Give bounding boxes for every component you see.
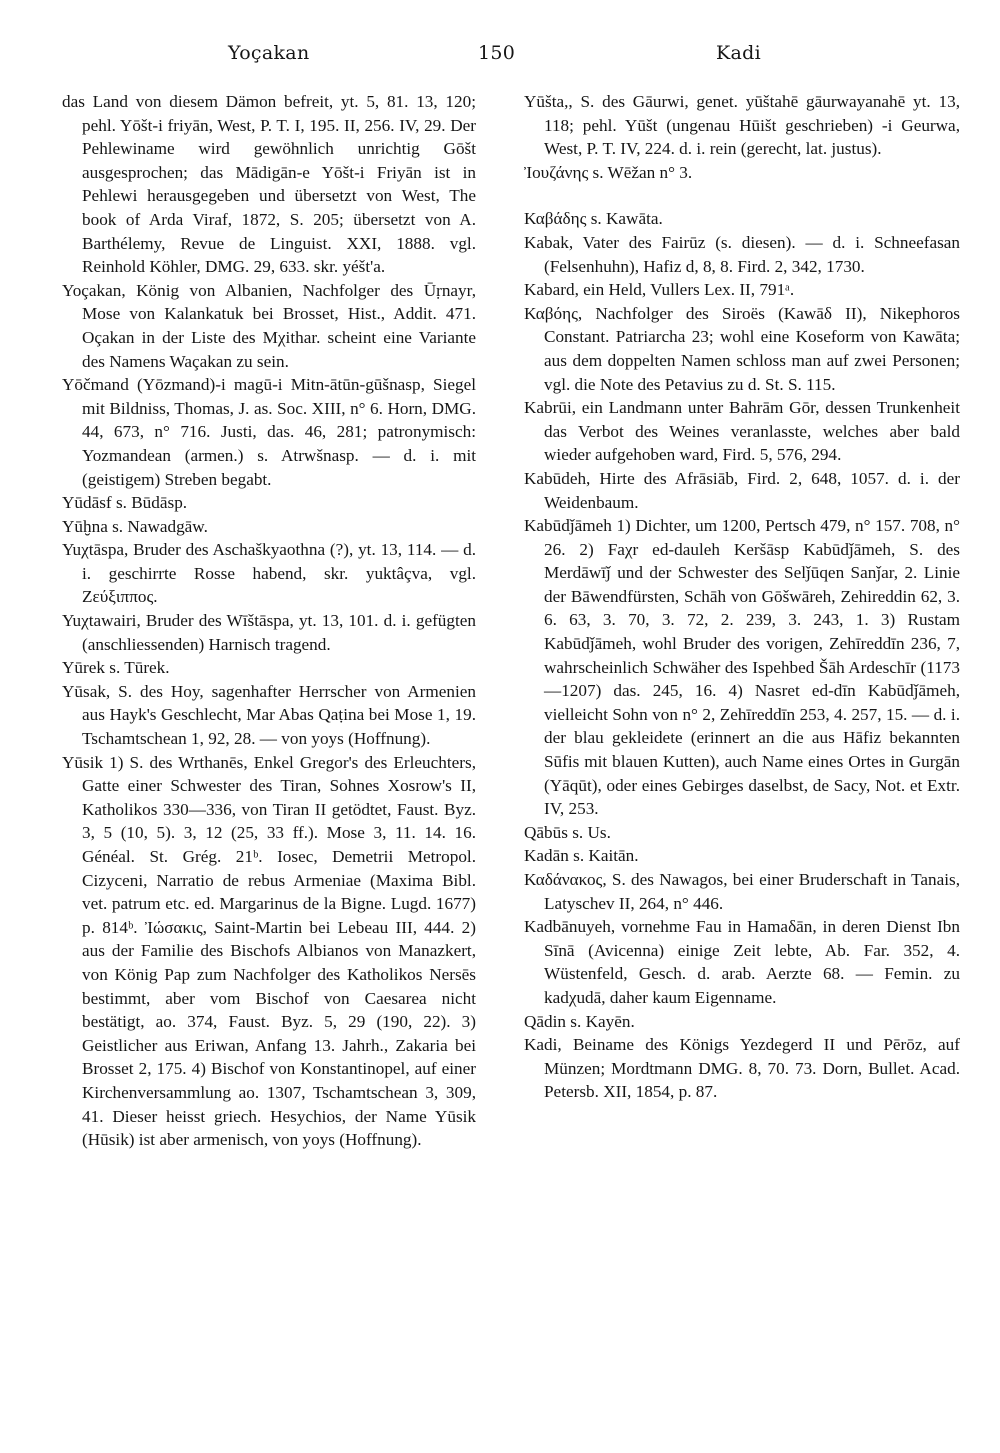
entry-yuxtawairi: Yuχtawairi, Bruder des Wīštāspa, yt. 13, 101. d. i. gefügten (anschliessenden) Harnisch tragend. bbox=[62, 611, 476, 654]
entry-continuation: das Land von diesem Dämon befreit, yt. 5, 81. 13, 120; pehl. Yōšt-i friyān, West, P. T. I, 195. II, 256. IV, 29. Der Pehlewiname wird gewöhnlich unrichtig Gōšt ausgesprochen; das Mādigān-e Yōšt-i Friyān ist in Pehlewi herausgegeben und übersetzt von West, The book of Arda Viraf, 1872, S. 205; übersetzt von A. Barthélemy, Revue de Linguist. XXI, 1888. vgl. Reinhold Köhler, DMG. 29, 633. skr. yéšt'a. bbox=[62, 92, 476, 277]
entry-yusak: Yūsak, S. des Hoy, sagenhafter Herrscher von Armenien aus Hayk's Geschlecht, Mar Abas Qaṭina bei Mose 1, 19. Tschamtschean 1, 92, 28. — von yoys (Hoffnung). bbox=[62, 681, 476, 749]
entry-kabades: Καβάδης s. Kawāta. bbox=[524, 209, 663, 229]
entry-qadin: Qādin s. Kayēn. bbox=[524, 1011, 635, 1031]
entry-kabard: Kabard, ein Held, Vullers Lex. II, 791ᵃ. bbox=[524, 280, 795, 300]
entry-iouzanes: Ἰουζάνης s. Wēžan n° 3. bbox=[524, 162, 693, 182]
left-column bbox=[62, 90, 476, 1152]
entry-kabudjameh: Kabūdǰāmeh 1) Dichter, um 1200, Pertsch 479, n° 157. 708, n° 26. 2) Faχr ed-dauleh Keršāsp Kabūdǰāmeh, S. des Merdāwīǰ und der Schwester des Selǰūqen Sanǰar, 2. Linie der Bāwendfürsten, Schāh von Gōšwāreh, Zehireddin 62, 3. 6. 63, 3. 70, 3. 72, 2. 239, 3. 243, 1. 3) Rustam Kabūdǰāmeh, wohl Bruder des vorigen, Zehīreddīn 236, 7, wahrscheinlich Schwäher des Ispehbed Šāh Ardeschīr (1173—1207) das. 245, 16. 4) Nasret ed-dīn Kabūdǰāmeh, vielleicht Sohn von n° 2, Zehīreddīn 253, 4. 257, 15. — d. i. der blau gekleidete (erinnert an die aus Hāfiz bekannten Sūfis mit blauen Kutten), auch Name eines Ortes in Gurgān (Yāqūt), oder eines Gebirges daselbst, de Sacy, Not. et Extr. IV, 253. bbox=[524, 516, 960, 819]
entry-kabak: Kabak, Vater des Fairūz (s. diesen). — d. i. Schneefasan (Felsenhuhn), Hafiz d, 8, 8. Fird. 2, 342, 1730. bbox=[524, 232, 960, 276]
entry-yusta: Yūšta,, S. des Gāurwi, genet. yūštahē gāurwayanahē yt. 13, 118; pehl. Yūšt (ungenau Hūišt geschrieben) -i Geurwa, West, P. T. IV, 224. d. i. rein (gerecht, lat. justus). bbox=[524, 92, 960, 159]
entry-yuhna: Yūḫna s. Nawadgāw. bbox=[62, 516, 208, 536]
page-number: 150 bbox=[478, 42, 516, 64]
entry-yocmand: Yōčmand (Yōzmand)-i magū-i Mitn-ātūn-gūšnasp, Siegel mit Bildniss, Thomas, J. as. Soc. XIII, n° 6. Horn, DMG. 44, 673, n° 716. Justi, das. 46, 281; patronymisch: Yozmandean (armen.) s. Atrwšnasp. — d. i. mit (geistigem) Streben begabt. bbox=[62, 375, 476, 489]
entry-yurek: Yūrek s. Tūrek. bbox=[62, 658, 170, 678]
entry-kadanakos: Καδάνακος, S. des Nawagos, bei einer Bruderschaft in Tanais, Latyschev II, 264, n° 446. bbox=[524, 870, 960, 913]
entry-yusik: Yūsik 1) S. des Wrthanēs, Enkel Gregor's des Erleuchters, Gatte einer Schwester des Tiran, Sohnes Xosrow's II, Katholikos 330—336, von Tiran II getödtet, Faust. Byz. 3, 5 (10, 5). 3, 12 (25, 33 ff.). Mose 3, 11. 14. 16. Généal. St. Grég. 21ᵇ. Iosec, Demetrii Metropol. Cizyceni, Narratio de rebus Armeniae (Maxima Bibl. vet. patrum etc. ed. Margarinus de la Bigne. Lugd. 1677) p. 814ᵇ. Ἰώσακις, Saint-Martin bei Lebeau III, 444. 2) aus der Familie des Bischofs Albianos von Manazkert, von König Pap zum Nachfolger des Katholikos Nersēs bestimmt, aber vom Bischof von Caesarea nicht bestätigt, ao. 374, Faust. Byz. 5, 29 (190, 22). 3) Geistlicher aus Eriwan, Anfang 13. Jahrh., Zakaria bei Brosset 2, 175. 4) Bischof von Konstantinopel, auf einer Kirchenversammlung ao. 1307, Tschamtschean 3, 309, 41. Dieser heisst griech. Hesychios, der Name Yūsik (Hūsik) ist aber armenisch, von yoys (Hoffnung). bbox=[62, 752, 476, 1150]
entry-yuxtaspa: Yuχtāspa, Bruder des Aschaškyaothna (?), yt. 13, 114. — d. i. geschirrte Rosse habend, skr. yuktâçva, vgl. Ζεύξιππος. bbox=[62, 540, 476, 607]
entry-yudasf: Yūdāsf s. Būdāsp. bbox=[62, 493, 188, 513]
entry-kadi: Kadi, Beiname des Königs Yezdegerd II und Pērōz, auf Münzen; Mordtmann DMG. 8, 70. 73. Dorn, Bullet. Acad. Petersb. XII, 1854, p. 87. bbox=[524, 1035, 960, 1102]
entry-kadbanuyeh: Kadbānuyeh, vornehme Fau in Hamaδān, in deren Dienst Ibn Sīnā (Avicenna) einige Zeit lebte, Ab. Far. 352, 4. Wüstenfeld, Gesch. d. arab. Aerzte 68. — Femin. zu kadχudā, daher kaum Eigenname. bbox=[524, 917, 960, 1007]
running-head-left: Yoçakan bbox=[228, 42, 310, 64]
entry-kabrui: Kabrūi, ein Landmann unter Bahrām Gōr, dessen Trunkenheit das Verbot des Weines veranlasste, welches aber bald wieder aufgehoben ward, Fird. 5, 576, 294. bbox=[524, 398, 960, 465]
section-divider bbox=[524, 184, 960, 207]
entry-kabudeh: Kabūdeh, Hirte des Afrāsiāb, Fird. 2, 648, 1057. d. i. der Weidenbaum. bbox=[524, 468, 960, 512]
right-column bbox=[524, 90, 960, 1104]
entry-yocakan: Yoçakan, König von Albanien, Nachfolger des Ūṛnayr, Mose von Kalankatuk bei Brosset, Hist., Addit. 471. Oçakan in der Liste des Mχithar. scheint eine Variante des Namens Waçakan zu sein. bbox=[62, 280, 476, 371]
entry-qabus: Qābūs s. Us. bbox=[524, 822, 611, 842]
entry-kaboes: Καβόης, Nachfolger des Siroës (Kawāδ II), Nikephoros Constant. Patriarcha 23; wohl eine Koseform von Kawāta; aus dem doppelten Namen schloss man auf zwei Personen; vgl. die Note des Petavius zu d. St. S. 115. bbox=[524, 303, 960, 394]
running-head-right: Kadi bbox=[716, 42, 761, 64]
entry-kadan: Kadān s. Kaitān. bbox=[524, 846, 639, 866]
